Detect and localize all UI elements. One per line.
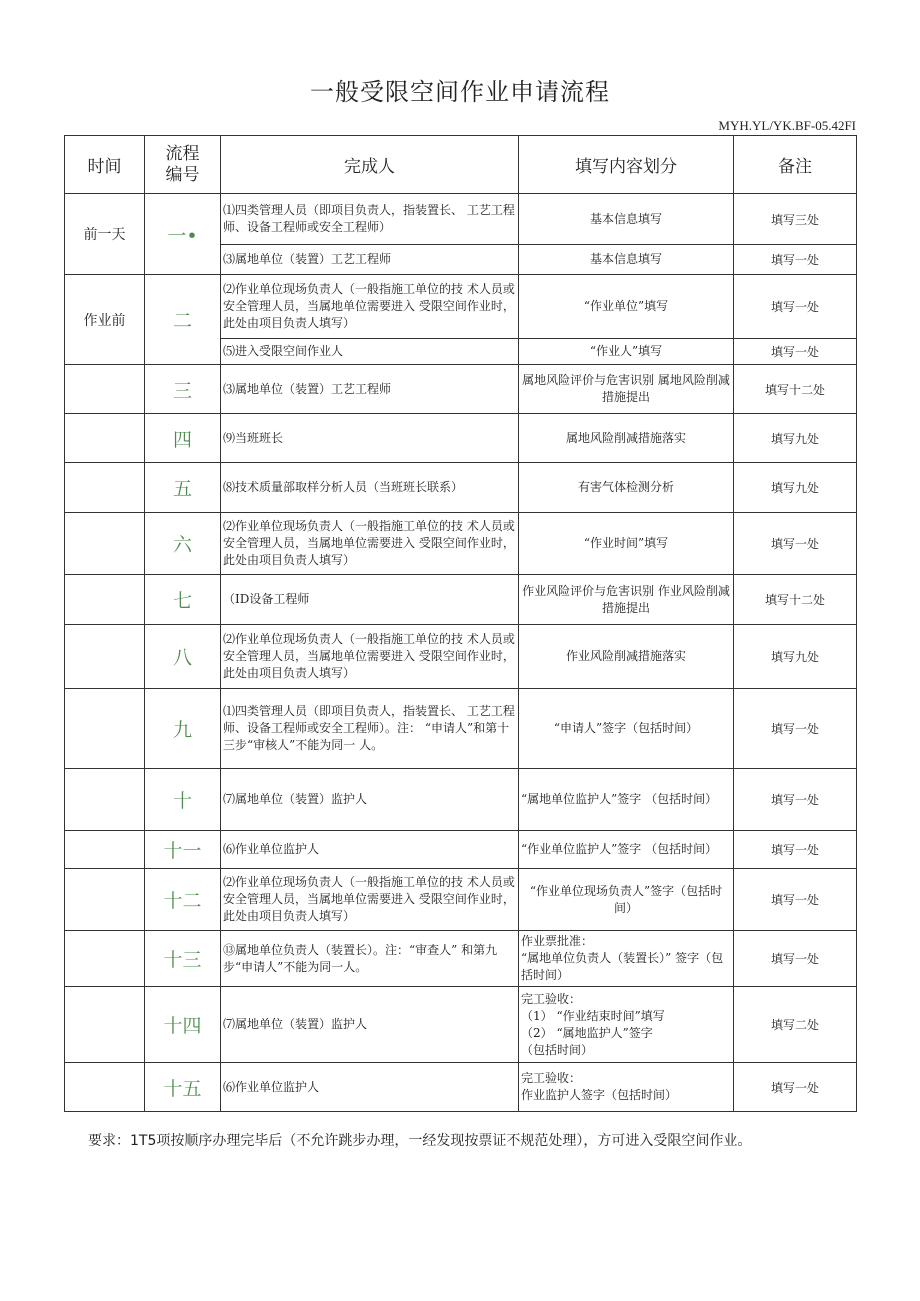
table-row (65, 831, 857, 869)
step-number: 三 (145, 365, 221, 414)
table-row (65, 1063, 857, 1112)
assignee-cell: （ID设备工程师 (221, 575, 519, 625)
time-cell (65, 869, 145, 931)
assignee-cell: ⑹作业单位监护人 (221, 831, 519, 869)
time-cell (65, 414, 145, 463)
note-cell: 填写九处 (734, 625, 857, 689)
table-row (65, 275, 857, 339)
table-row (65, 769, 857, 831)
document-code: MYH.YL/YK.BF-05.42FI (718, 118, 856, 133)
note-cell: 填写一处 (734, 869, 857, 931)
step-number: 一• (145, 194, 221, 275)
requirement-note: 要求：1T5项按顺序办理完毕后（不允许跳步办理，一经发现按票证不规范处理），方可进入受限空间作业。 (88, 1133, 752, 1149)
note-cell: 填写一处 (734, 275, 857, 339)
step-number: 十三 (145, 931, 221, 987)
assignee-cell: ⑼当班班长 (221, 414, 519, 463)
assignee-cell: ⑶属地单位（装置）工艺工程师 (221, 365, 519, 414)
content-line: 作业风险削减措施落实 (565, 649, 686, 663)
step-number: 十四 (145, 987, 221, 1063)
table-row (65, 575, 857, 625)
note-cell: 填写九处 (734, 463, 857, 513)
content-cell (519, 339, 734, 365)
content-cell (519, 575, 734, 625)
time-cell (65, 689, 145, 769)
content-line: 完工验收： (521, 1071, 582, 1085)
note-cell: 填写一处 (734, 769, 857, 831)
note-cell: 填写一处 (734, 931, 857, 987)
assignee-cell: ⑵作业单位现场负责人（一般指施工单位的技 术人员或安全管理人员，当属地单位需要进入 受限空间作业时，此处由项目负责人填写） (221, 513, 519, 575)
step-number: 九 (145, 689, 221, 769)
header-row (65, 136, 857, 194)
content-cell (519, 769, 734, 831)
content-line: （2） “属地监护人”签字 (521, 1025, 653, 1040)
table-row (65, 414, 857, 463)
time-cell (65, 365, 145, 414)
table-row (65, 689, 857, 769)
note-cell: 填写一处 (734, 513, 857, 575)
assignee-cell: ⑬属地单位负责人（装置长）。注：“审查人” 和第九步“申请人”不能为同一人。 (221, 931, 519, 987)
table-row (65, 987, 857, 1063)
note-cell: 填写九处 (734, 414, 857, 463)
assignee-cell: ⑴四类管理人员（即项目负责人，指装置长、 工艺工程师、设备工程师或安全工程师） (221, 194, 519, 245)
note-cell: 填写十二处 (734, 575, 857, 625)
content-cell (519, 414, 734, 463)
assignee-cell: ⑺属地单位（装置）监护人 (221, 769, 519, 831)
content-cell (519, 1063, 734, 1112)
table-row (65, 513, 857, 575)
time-cell (65, 769, 145, 831)
note-cell: 填写一处 (734, 245, 857, 275)
content-line: 作业监护人签字（包括时间） (521, 1088, 678, 1102)
content-line: 作业票批准： (521, 934, 594, 948)
header-what: 填写内容划分 (519, 136, 734, 194)
content-cell (519, 245, 734, 275)
header-num: 流程编号 (145, 136, 221, 194)
content-line: “作业单位监护人”签字 （包括时间） (521, 842, 718, 856)
content-line: 有害气体检测分析 (577, 480, 674, 494)
content-line: “作业单位”填写 (583, 299, 669, 313)
content-cell (519, 275, 734, 339)
content-line: “属地单位负责人（装置长）” 签字（包括时间） (521, 951, 724, 982)
step-number: 六 (145, 513, 221, 575)
assignee-cell: ⑵作业单位现场负责人（一般指施工单位的技 术人员或安全管理人员，当属地单位需要进入 受限空间作业时，此处由项目负责人填写） (221, 625, 519, 689)
content-line: 基本信息填写 (589, 211, 662, 226)
step-number: 七 (145, 575, 221, 625)
note-cell: 填写一处 (734, 339, 857, 365)
time-cell (65, 513, 145, 575)
step-number: 四 (145, 414, 221, 463)
assignee-cell: ⑻技术质量部取样分析人员（当班班长联系） (221, 463, 519, 513)
content-line: “作业单位现场负责人”签字（包括时间） (529, 883, 723, 915)
time-cell (65, 1063, 145, 1112)
content-line: “属地单位监护人”签字 （包括时间） (521, 792, 718, 806)
content-cell (519, 831, 734, 869)
header-time: 时间 (65, 136, 145, 194)
header-note: 备注 (734, 136, 857, 194)
step-number: 十一 (145, 831, 221, 869)
note-cell: 填写一处 (734, 831, 857, 869)
content-line: 基本信息填写 (589, 252, 662, 266)
assignee-cell: ⑵作业单位现场负责人（一般指施工单位的技 术人员或安全管理人员，当属地单位需要进入 受限空间作业时，此处由项目负责人填写） (221, 275, 519, 339)
time-cell (65, 931, 145, 987)
step-number: 八 (145, 625, 221, 689)
content-line: （1） “作业结束时间”填写 (521, 1008, 665, 1023)
content-cell (519, 869, 734, 931)
content-cell (519, 194, 734, 245)
assignee-cell: ⑸进入受限空间作业人 (221, 339, 519, 365)
step-number: 五 (145, 463, 221, 513)
content-line: “申请人”签字（包括时间） (553, 721, 699, 735)
time-cell: 前一天 (65, 194, 145, 275)
content-line: （包括时间） (521, 1042, 594, 1057)
table-row (65, 931, 857, 987)
table-row (65, 463, 857, 513)
time-cell (65, 575, 145, 625)
content-line: “作业时间”填写 (583, 536, 669, 550)
document-title: 一般受限空间作业申请流程 (310, 78, 610, 106)
assignee-cell: ⑺属地单位（装置）监护人 (221, 987, 519, 1063)
header-who: 完成人 (221, 136, 519, 194)
step-number: 二 (145, 275, 221, 365)
note-cell: 填写三处 (734, 194, 857, 245)
time-cell (65, 831, 145, 869)
content-cell (519, 689, 734, 769)
table-row (65, 869, 857, 931)
assignee-cell: ⑵作业单位现场负责人（一般指施工单位的技 术人员或安全管理人员，当属地单位需要进入 受限空间作业时，此处由项目负责人填写） (221, 869, 519, 931)
content-line: 属地风险削减措施落实 (565, 430, 686, 445)
step-number: 十 (145, 769, 221, 831)
content-line: 作业风险评价与危害识别 作业风险削减措施提出 (522, 583, 730, 615)
content-line: “作业人”填写 (589, 344, 663, 358)
time-cell (65, 463, 145, 513)
content-cell (519, 463, 734, 513)
content-line: 属地风险评价与危害识别 属地风险削减措施提出 (522, 373, 730, 404)
table-row (65, 625, 857, 689)
content-cell (519, 987, 734, 1063)
time-cell (65, 987, 145, 1063)
step-number: 十五 (145, 1063, 221, 1112)
note-cell: 填写十二处 (734, 365, 857, 414)
process-table (64, 135, 857, 1112)
time-cell (65, 625, 145, 689)
content-cell (519, 365, 734, 414)
table-row (65, 365, 857, 414)
table-row (65, 194, 857, 245)
content-cell (519, 931, 734, 987)
step-number: 十二 (145, 869, 221, 931)
note-cell: 填写一处 (734, 1063, 857, 1112)
assignee-cell: ⑴四类管理人员（即项目负责人，指装置长、 工艺工程师、设备工程师或安全工程师）。注： “申请人”和第十三步“审核人”不能为同一 人。 (221, 689, 519, 769)
note-cell: 填写一处 (734, 689, 857, 769)
content-cell (519, 625, 734, 689)
content-line: 完工验收： (521, 991, 582, 1006)
time-cell: 作业前 (65, 275, 145, 365)
content-cell (519, 513, 734, 575)
assignee-cell: ⑶属地单位（装置）工艺工程师 (221, 245, 519, 275)
note-cell: 填写二处 (734, 987, 857, 1063)
assignee-cell: ⑹作业单位监护人 (221, 1063, 519, 1112)
